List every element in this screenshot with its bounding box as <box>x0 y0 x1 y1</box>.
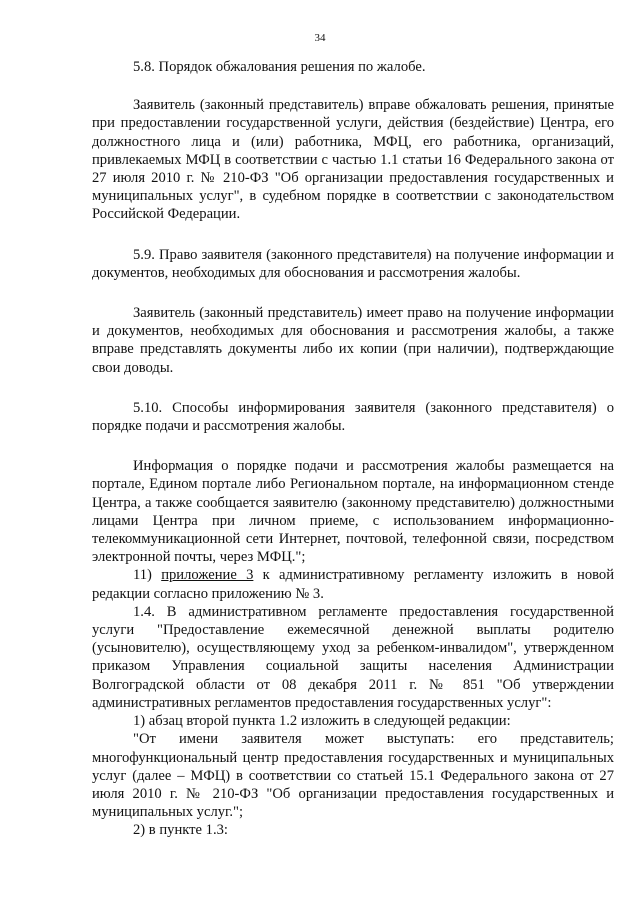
item-11-prefix: 11) <box>133 567 162 584</box>
item-1-4: 1.4. В административном регламенте предоставления государственной услуги "Предоставление ежемесячной денежной выплаты родителю (усыновителю), осуществляющему уход за ребенком-инвалидом", утвержденном приказом Управления социальной защиты населения Администрации Волгоградской области от 08 декабря 2011 г. № 851 "Об утверждении административных регламентов предоставления государственных услуг": <box>92 603 614 711</box>
section-5-8-body: Заявитель (законный представитель) вправе обжаловать решения, принятые при предоставлении государственной услуги, действия (бездействие) Центра, его должностного лица и (или) работника, МФЦ, его работника, организаций, привлекаемых МФЦ в соответствии с частью 1.1 статьи 16 Федерального закона от 27 июля 2010 г. № 210-ФЗ "Об организации предоставления государственных и муниципальных услуг", в судебном порядке в соответствии с законодательством Российской Федерации. <box>92 97 614 223</box>
section-5-10-heading: 5.10. Способы информирования заявителя (законного представителя) о порядке подачи и рассмотрения жалобы. <box>92 399 614 435</box>
item-1: 1) абзац второй пункта 1.2 изложить в следующей редакции: <box>133 713 511 730</box>
appendix-3-link[interactable]: приложение 3 <box>161 567 254 584</box>
quote-paragraph: "От имени заявителя может выступать: его представитель; многофункциональный центр предоставления государственных и муниципальных услуг (далее – МФЦ) в соответствии со статьей 15.1 Федерального закона от 27 июля 2010 г. № 210-ФЗ "Об организации предоставления государственных и муниципальных услуг."; <box>92 731 614 821</box>
page-number: 34 <box>314 32 326 44</box>
item-2: 2) в пункте 1.3: <box>133 822 228 839</box>
item-11 <box>92 566 614 602</box>
section-5-9-heading: 5.9. Право заявителя (законного представителя) на получение информации и документов, необходимых для обоснования и рассмотрения жалобы. <box>92 246 614 281</box>
item-11-rest: к административному регламенту изложить в новой редакции согласно приложению № 3. <box>92 567 615 602</box>
section-5-10-body: Информация о порядке подачи и рассмотрения жалобы размещается на портале, Едином портале либо Региональном портале, на информационном стенде Центра, а также сообщается заявителю (законному представителю) должностными лицами Центра при личном приеме, с использованием информационно-телекоммуникационной сети Интернет, почтовой, телефонной связи, посредством электронной почты, через МФЦ."; <box>92 458 614 566</box>
section-5-9-body: Заявитель (законный представитель) имеет право на получение информации и документов, необходимых для обоснования и рассмотрения жалобы, а также вправе представлять документы либо их копии (при наличии), подтверждающие свои доводы. <box>92 305 614 376</box>
section-5-8-heading: 5.8. Порядок обжалования решения по жалобе. <box>133 59 426 75</box>
document-body <box>92 58 614 840</box>
